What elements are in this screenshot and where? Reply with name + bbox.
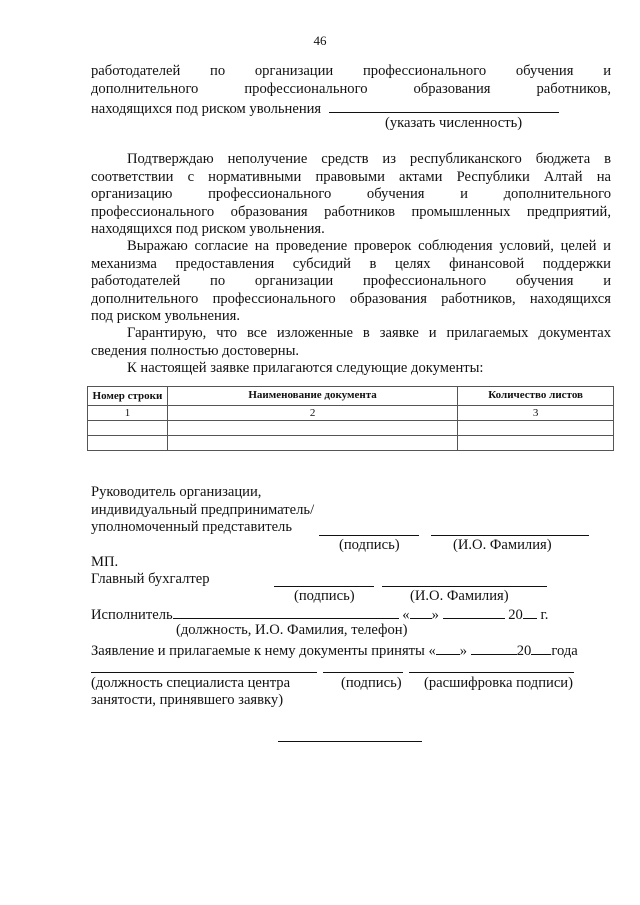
head-signature-blank: [319, 535, 419, 536]
executor-label: Исполнитель: [91, 607, 173, 623]
accepted-line: [91, 640, 578, 661]
year-prefix: 20: [508, 607, 523, 623]
date-open-quote: «: [402, 607, 410, 623]
accepted-year: 20: [516, 643, 532, 659]
accountant-signature-blank: [274, 586, 374, 587]
head-name-caption: (И.О. Фамилия): [453, 537, 552, 553]
seal-mark: МП.: [91, 554, 119, 570]
p1-line: соответствии с нормативными правовыми актами Республики Алтай на: [91, 168, 611, 185]
specialist-decode-blank: [409, 672, 574, 673]
paragraph-consent: [91, 238, 611, 326]
table-cell[interactable]: [88, 436, 168, 451]
header-sheet-count: Количество листов: [458, 387, 614, 406]
documents-table: [87, 386, 614, 451]
accountant-name-blank: [382, 586, 547, 587]
head-line: индивидуальный предприниматель/: [91, 502, 315, 518]
paragraph-attachments: [91, 360, 611, 378]
accountant-signature-caption: (подпись): [294, 588, 355, 604]
table-cell: 3: [458, 406, 614, 421]
head-line: Руководитель организации,: [91, 484, 262, 500]
closing-rule: [278, 741, 422, 742]
accepted-prefix: Заявление и прилагаемые к нему документы приняты «: [91, 643, 436, 659]
accepted-close: »: [459, 643, 468, 659]
p1-line: Подтверждаю неполучение средств из республиканского бюджета в: [127, 151, 611, 167]
p3-line: Гарантирую, что все изложенные в заявке и прилагаемых документах: [127, 325, 611, 341]
accepted-suffix: года: [551, 643, 578, 659]
p1-line: профессионального образования работников промышленных предприятий,: [91, 203, 611, 220]
intro-line: дополнительного профессионального образования работников,: [91, 80, 611, 97]
p1-line: находящихся под риском увольнения.: [91, 221, 325, 237]
p2-line: Выражаю согласие на проведение проверок соблюдения условий, целей и: [127, 238, 611, 254]
table-cell[interactable]: [167, 436, 457, 451]
year-blank: [523, 604, 537, 619]
accepted-month-blank: [471, 640, 517, 655]
p2-line: механизма предоставления субсидий в целях финансовой поддержки: [91, 255, 611, 272]
p2-line: под риском увольнения.: [91, 308, 240, 324]
chief-accountant-label: Главный бухгалтер: [91, 571, 210, 587]
paragraph-guarantee: [91, 325, 611, 360]
p2-line: работодателей по организации профессионального обучения и: [91, 273, 611, 289]
accepted-day-blank: [436, 640, 460, 655]
header-document-name: Наименование документа: [167, 387, 457, 406]
count-blank: [329, 98, 559, 113]
intro-line-text: находящихся под риском увольнения: [91, 101, 322, 117]
date-close-quote: »: [431, 607, 439, 623]
p2-line: дополнительного профессионального образования работников, находящихся: [91, 290, 611, 307]
paragraph-confirm: [91, 151, 611, 239]
count-caption: (указать численность): [385, 115, 523, 131]
accountant-name-caption: (И.О. Фамилия): [410, 588, 509, 604]
accepted-year-blank: [531, 640, 551, 655]
table-header-row: [88, 387, 614, 406]
p1-line: организацию профессионального обучения и дополнительного: [91, 186, 611, 202]
table-cell: 2: [167, 406, 457, 421]
table-cell: 1: [88, 406, 168, 421]
month-blank: [443, 604, 505, 619]
p4-line: К настоящей заявке прилагаются следующие документы:: [127, 360, 484, 376]
specialist-decode-caption: (расшифровка подписи): [424, 675, 573, 691]
specialist-position-blank: [91, 672, 317, 673]
specialist-caption: занятости, принявшего заявку): [91, 692, 284, 708]
specialist-signature-caption: (подпись): [341, 675, 402, 691]
head-line: уполномоченный представитель: [91, 519, 292, 535]
specialist-caption: (должность специалиста центра: [91, 675, 291, 691]
executor-caption: (должность, И.О. Фамилия, телефон): [176, 622, 408, 638]
year-suffix: г.: [540, 607, 549, 623]
table-cell[interactable]: [458, 421, 614, 436]
table-row: [88, 421, 614, 436]
table-cell[interactable]: [167, 421, 457, 436]
head-name-blank: [431, 535, 589, 536]
table-numbering-row: [88, 406, 614, 421]
head-signature-caption: (подпись): [339, 537, 400, 553]
executor-blank: [173, 604, 399, 619]
p3-line: сведения полностью достоверны.: [91, 342, 300, 359]
intro-line: работодателей по организации профессионального обучения и: [91, 63, 611, 79]
table-cell[interactable]: [458, 436, 614, 451]
day-blank: [410, 604, 432, 619]
intro-block: [91, 63, 611, 119]
intro-line: [91, 98, 611, 119]
table-cell[interactable]: [88, 421, 168, 436]
table-row: [88, 436, 614, 451]
page-number: 46: [313, 33, 327, 48]
header-row-number: Номер строки: [88, 387, 168, 406]
specialist-signature-blank: [323, 672, 403, 673]
